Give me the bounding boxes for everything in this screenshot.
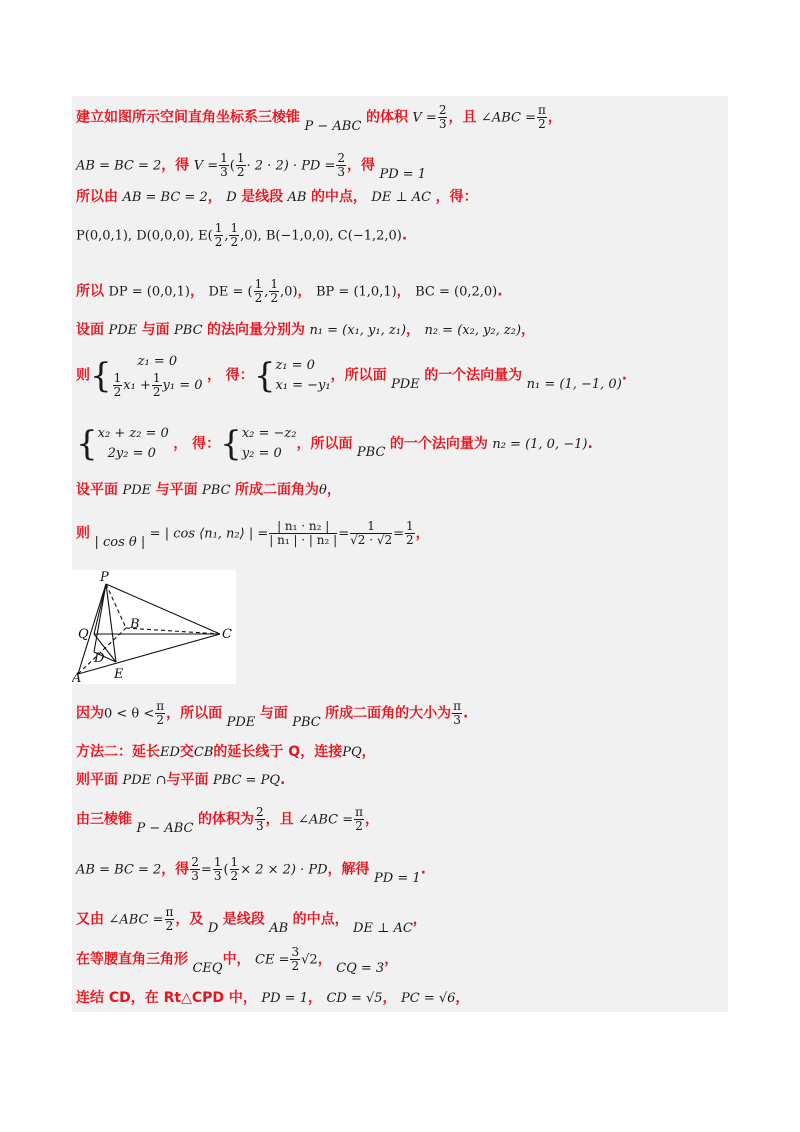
line-3: 所以由 AB = BC = 2， D 是线段 AB 的中点， DE ⊥ AC ，得： xyxy=(76,189,478,205)
line-8: { x₂ + z₂ = 0 2y₂ = 0 ， 得：{ x₂ = −z₂ y₂ = 0 ，所以面 PBC 的一个法向量为 n₂ = (1, 0, −1). xyxy=(76,424,593,464)
line-14: 由三棱锥 P − ABC 的体积为 $\frac{2}{3}$ ，且 ∠ABC = $\frac{\pi}{2}$ ， xyxy=(76,805,379,836)
line-12: 方法二：延长ED交CB的延长线于 Q，连接PQ， xyxy=(76,744,376,760)
line-15: AB = BC = 2，得 $\frac{2}{3}$ = $\frac{1}{3}$ ( $\frac{1}{2}$ × 2 × 2) · PD，解得 PD = 1. xyxy=(76,855,426,886)
line-5: 所以 DP = (0,0,1)， DE = ( $\frac{1}{2}$ , $\frac{1}{2}$ ,0)， BP = (1,0,1)， BC = (0,2,0). xyxy=(76,277,503,305)
equation-system: x₂ + z₂ = 0 2y₂ = 0 xyxy=(97,426,169,461)
fraction: $\frac{\pi}{2}$ xyxy=(537,103,546,131)
label-e: E xyxy=(114,667,124,682)
label-c: C xyxy=(222,627,232,642)
pyramid-figure xyxy=(72,570,236,684)
line-2: AB = BC = 2，得 V = $\frac{1}{3}$ ( $\frac{1}{2}$ · 2 · 2) · PD = $\frac{2}{3}$ ，得 PD = 1 xyxy=(76,151,427,182)
label-a: A xyxy=(72,671,82,684)
line-7: 则{ z₁ = 0 $\frac{1}{2}$ x₁ + $\frac{1}{2}$ y₁ = 0 ， 得：{ z₁ = 0 x₁ = −y₁ ，所以面 PDE 的一个法向量为 n₁ = (1, −1, 0). xyxy=(76,354,628,399)
fraction: $\frac{2}{3}$ xyxy=(438,103,447,131)
equation-system: z₁ = 0 x₁ = −y₁ xyxy=(275,357,331,393)
line-18: 连结 CD，在 Rt△CPD 中， PD = 1， CD = √5， PC = √6， xyxy=(76,990,470,1006)
line-pq xyxy=(94,584,106,634)
line-9: 设平面 PDE 与平面 PBC 所成二面角为θ， xyxy=(76,482,341,498)
line-1: 建立如图所示空间直角坐标系三棱锥 P − ABC 的体积 V = $\frac{2}{3}$ ，且 ∠ABC = $\frac{\pi}{2}$ ， xyxy=(76,103,562,134)
edge-bc xyxy=(126,628,220,634)
label-p: P xyxy=(100,570,109,585)
line-10: 则 | cos θ | = | cos ⟨n₁, n₂⟩ | = $\frac{\text{| n₁ · n₂ |}}{\text{| n₁ | · | n₂ |}}$ = $\frac{1}{√2 \cdot √2}$ = $\frac{1}{2}$ ， xyxy=(76,519,430,550)
line-11: 因为0 < θ < $\frac{\pi}{2}$ ，所以面 PDE 与面 PBC 所成二面角的大小为 $\frac{\pi}{3}$ . xyxy=(76,699,469,730)
equation-system: z₁ = 0 $\frac{1}{2}$ x₁ + $\frac{1}{2}$ y₁ = 0 xyxy=(113,354,203,399)
label-b: B xyxy=(130,617,140,632)
line-13: 则平面 PDE ∩与平面 PBC = PQ. xyxy=(76,772,286,788)
line-6: 设面 PDE 与面 PBC 的法向量分别为 n₁ = (x₁, y₁, z₁)， n₂ = (x₂, y₂, z₂)， xyxy=(76,322,536,338)
equation-system: x₂ = −z₂ y₂ = 0 xyxy=(241,426,297,461)
pyramid-diagram xyxy=(72,570,236,684)
line-16: 又由 ∠ABC = $\frac{\pi}{2}$ ，及 D 是线段 AB 的中点， DE ⊥ AC， xyxy=(76,905,427,936)
label-d: D xyxy=(94,651,105,666)
edge-pc xyxy=(106,584,220,634)
label-q: Q xyxy=(78,627,89,642)
line-4: P(0,0,1), D(0,0,0), E( $\frac{1}{2}$ , $\frac{1}{2}$ ,0), B(−1,0,0), C(−1,2,0). xyxy=(76,221,408,249)
line-17: 在等腰直角三角形 CEQ中， CE = $\frac{3}{2}$ √2， CQ = 3， xyxy=(76,945,399,976)
